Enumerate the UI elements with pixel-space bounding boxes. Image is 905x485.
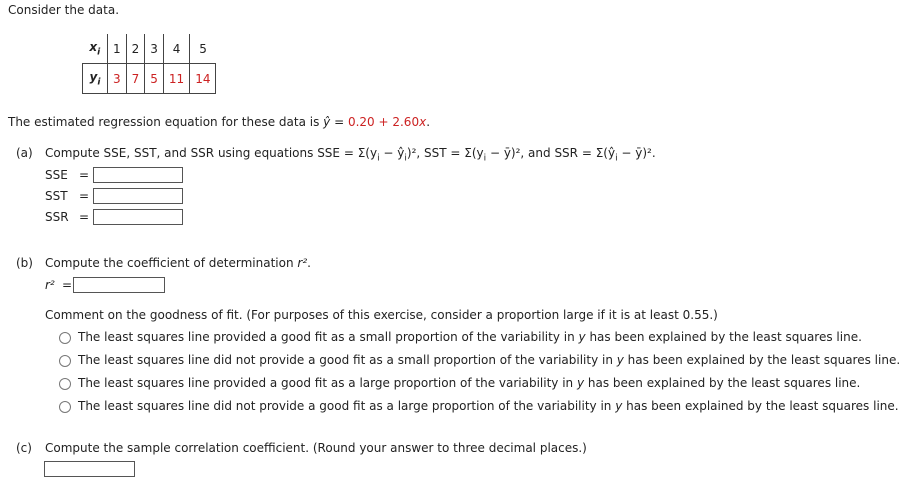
y-header: $y_i$ (83, 64, 108, 94)
correlation-input[interactable] (44, 461, 135, 477)
x-cell: 4 (163, 34, 189, 64)
part-c-prompt: Compute the sample correlation coefficient. (Round your answer to three decimal places.) (45, 441, 587, 455)
y-cell: 14 (190, 64, 216, 94)
option-text: The least squares line did not provide a good fit as a large proportion of the variability in y has been explained by the least squares line. (78, 399, 899, 413)
sst-input[interactable] (93, 188, 183, 204)
ssr-equals: = (79, 210, 90, 224)
r2-label: r² (45, 278, 55, 292)
sst-equals: = (79, 189, 90, 203)
y-cell: 11 (163, 64, 189, 94)
data-table (82, 34, 216, 94)
y-row (83, 64, 216, 94)
option-radio[interactable] (59, 378, 71, 390)
ssr-input[interactable] (93, 209, 183, 225)
r2-equals: = (62, 278, 73, 292)
y-cell: 7 (126, 64, 145, 94)
x-row (83, 34, 216, 64)
regression-equation: 0.20 + 2.60x (347, 115, 427, 129)
x-cell: 1 (108, 34, 127, 64)
part-a-label: (a) (16, 146, 33, 160)
comment-prompt: Comment on the goodness of fit. (For purposes of this exercise, consider a proportion large if it is at least 0.55.) (45, 308, 718, 322)
option-radio[interactable] (59, 401, 71, 413)
sst-label: SST (45, 189, 68, 203)
x-cell: 5 (190, 34, 216, 64)
y-cell: 3 (108, 64, 127, 94)
part-c-label: (c) (16, 441, 32, 455)
sse-equals: = (79, 168, 90, 182)
intro-text: Consider the data. (8, 3, 120, 17)
ssr-label: SSR (45, 210, 69, 224)
sse-label: SSE (45, 168, 68, 182)
part-b-label: (b) (16, 256, 33, 270)
sse-input[interactable] (93, 167, 183, 183)
option-radio[interactable] (59, 355, 71, 367)
x-cell: 3 (145, 34, 164, 64)
option-radio[interactable] (59, 332, 71, 344)
x-header: $x_i$ (83, 34, 108, 64)
x-cell: 2 (126, 34, 145, 64)
part-a-prompt: Compute SSE, SST, and SSR using equations SSE = $\Sigma(y_i$ − $ŷ_i)^2$, SST = $\Sigma(y_i$ − ȳ)², and SSR = $\Sigma(ŷ_i$ − ȳ)². (45, 146, 656, 164)
y-cell: 5 (145, 64, 164, 94)
option-text: The least squares line did not provide a good fit as a small proportion of the variability in y has been explained by the least squares line. (78, 353, 901, 367)
option-text: The least squares line provided a good fit as a large proportion of the variability in y has been explained by the least squares line. (78, 376, 861, 390)
part-b-prompt: Compute the coefficient of determination r². (45, 256, 311, 270)
option-text: The least squares line provided a good fit as a small proportion of the variability in y has been explained by the least squares line. (78, 330, 862, 344)
regression-statement: The estimated regression equation for these data is ŷ = 0.20 + 2.60x. (8, 115, 431, 129)
r2-input[interactable] (73, 277, 165, 293)
